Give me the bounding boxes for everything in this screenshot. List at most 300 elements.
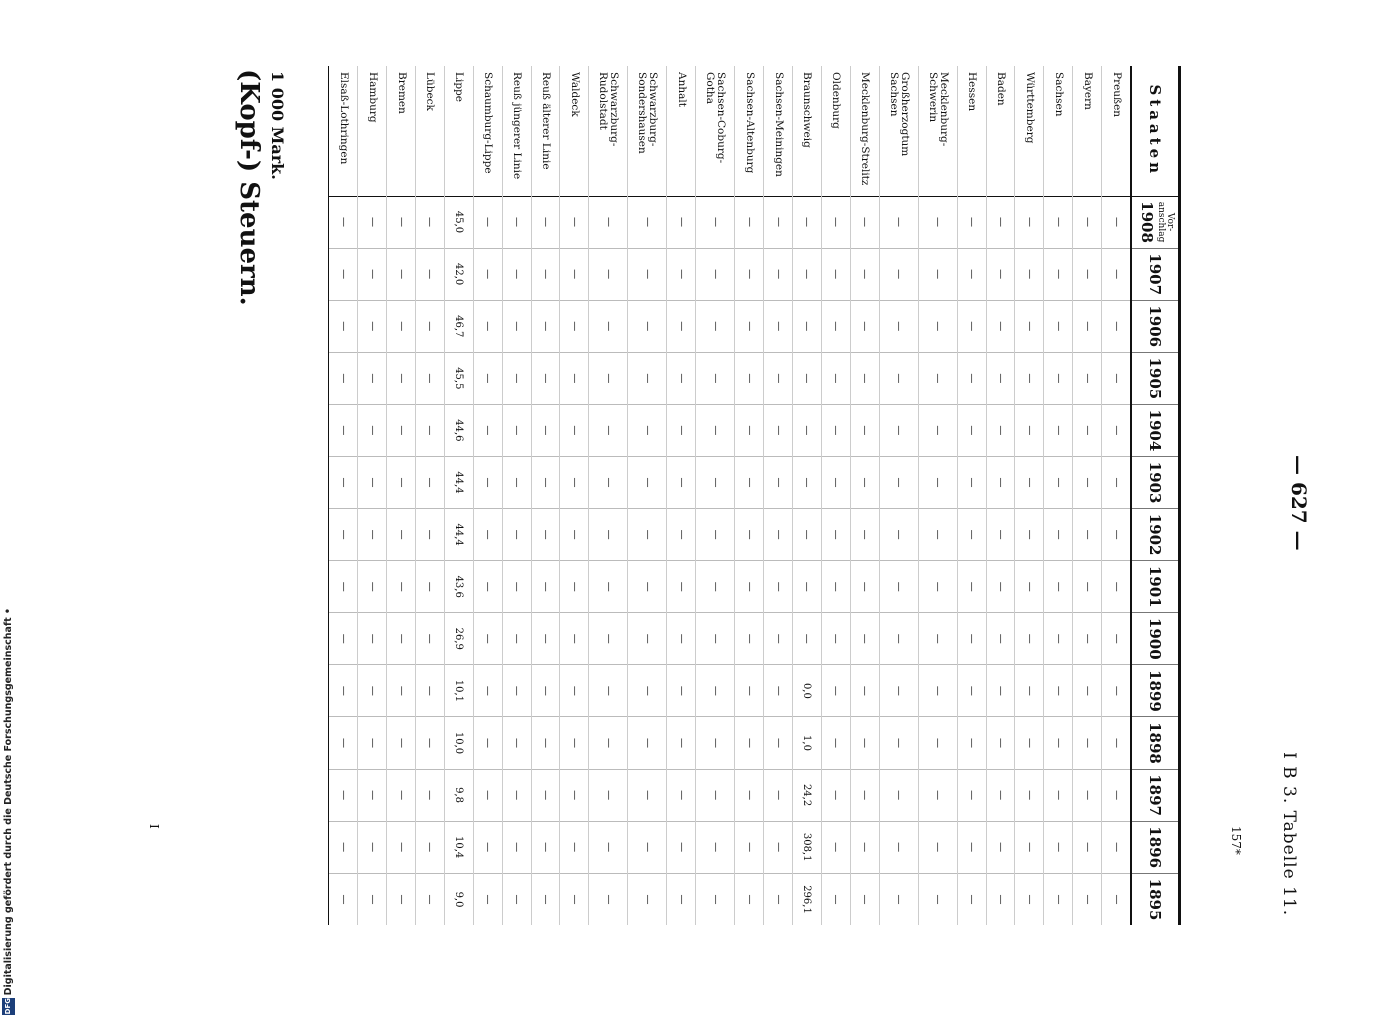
value-cell: —: [764, 821, 793, 873]
value-cell: —: [531, 509, 560, 561]
value-cell: —: [764, 509, 793, 561]
state-name: Hessen: [957, 66, 986, 196]
table-row: [879, 66, 918, 925]
value-cell: —: [735, 717, 764, 769]
value-cell: —: [473, 248, 502, 300]
value-cell: 0,0: [792, 665, 821, 717]
value-cell: —: [531, 300, 560, 352]
value-cell: 10,4: [444, 821, 473, 873]
value-cell: —: [792, 456, 821, 508]
value-cell: —: [358, 404, 387, 456]
value-cell: —: [957, 821, 986, 873]
value-cell: —: [1102, 509, 1131, 561]
value-cell: —: [1073, 509, 1102, 561]
state-name: Bremen: [387, 66, 416, 196]
table-row: [444, 66, 473, 925]
value-cell: —: [667, 769, 696, 821]
table-row: [415, 66, 444, 925]
value-cell: —: [502, 717, 531, 769]
value-cell: —: [1102, 717, 1131, 769]
value-cell: 308,1: [792, 821, 821, 873]
value-cell: —: [850, 821, 879, 873]
value-cell: —: [502, 561, 531, 613]
value-cell: —: [879, 613, 918, 665]
value-cell: —: [1044, 769, 1073, 821]
unit-label: 1 000 Mark.: [268, 71, 287, 180]
value-cell: —: [473, 613, 502, 665]
value-cell: —: [415, 509, 444, 561]
value-cell: —: [986, 821, 1015, 873]
value-cell: —: [473, 665, 502, 717]
state-name: Preußen: [1102, 66, 1131, 196]
value-cell: —: [387, 248, 416, 300]
value-cell: —: [415, 717, 444, 769]
value-cell: —: [986, 196, 1015, 248]
value-cell: —: [1102, 456, 1131, 508]
value-cell: —: [1102, 769, 1131, 821]
value-cell: 45,0: [444, 196, 473, 248]
value-cell: —: [560, 821, 589, 873]
value-cell: —: [918, 613, 957, 665]
value-cell: —: [628, 717, 667, 769]
value-cell: —: [329, 821, 358, 873]
value-cell: —: [1102, 821, 1131, 873]
table-row: [560, 66, 589, 925]
table-row: [1102, 66, 1131, 925]
value-cell: —: [1015, 404, 1044, 456]
value-cell: —: [628, 404, 667, 456]
credit-text: Digitalisierung gefördert durch die Deutsche Forschungsgemeinschaft •: [2, 608, 14, 996]
value-cell: —: [1073, 404, 1102, 456]
value-cell: —: [589, 873, 628, 925]
table-row: [667, 66, 696, 925]
value-cell: —: [957, 665, 986, 717]
table-row: [502, 66, 531, 925]
value-cell: —: [879, 300, 918, 352]
value-cell: —: [879, 873, 918, 925]
value-cell: —: [986, 717, 1015, 769]
value-cell: —: [589, 613, 628, 665]
value-cell: —: [1073, 456, 1102, 508]
estimate-note: Vor- anschlag: [1156, 201, 1176, 243]
value-cell: —: [531, 196, 560, 248]
footer-mark: 157*: [1229, 826, 1243, 855]
state-name: Sachsen-Altenburg: [735, 66, 764, 196]
value-cell: —: [473, 561, 502, 613]
value-cell: —: [358, 717, 387, 769]
value-cell: —: [329, 873, 358, 925]
dfg-logo-text: DFG: [4, 998, 12, 1015]
value-cell: —: [696, 404, 735, 456]
value-cell: —: [387, 717, 416, 769]
year-column-header: [1131, 509, 1180, 561]
value-cell: 9,0: [444, 873, 473, 925]
value-cell: —: [628, 248, 667, 300]
value-cell: —: [667, 300, 696, 352]
value-cell: —: [1044, 717, 1073, 769]
year-column-header: [1131, 717, 1180, 769]
value-cell: —: [628, 456, 667, 508]
state-name: Mecklenburg- Schwerin: [918, 66, 957, 196]
value-cell: —: [764, 717, 793, 769]
value-cell: —: [850, 456, 879, 508]
value-cell: —: [1073, 873, 1102, 925]
value-cell: —: [821, 456, 850, 508]
value-cell: —: [387, 665, 416, 717]
value-cell: —: [764, 613, 793, 665]
value-cell: —: [560, 561, 589, 613]
value-cell: —: [589, 248, 628, 300]
year-label: 1899: [1146, 670, 1164, 712]
value-cell: —: [415, 821, 444, 873]
value-cell: —: [918, 300, 957, 352]
value-cell: —: [329, 196, 358, 248]
page-number: — 627 —: [1287, 455, 1311, 551]
value-cell: —: [358, 873, 387, 925]
value-cell: —: [387, 509, 416, 561]
value-cell: —: [415, 456, 444, 508]
value-cell: —: [957, 613, 986, 665]
value-cell: —: [502, 873, 531, 925]
year-label: 1903: [1146, 461, 1164, 504]
value-cell: —: [850, 404, 879, 456]
value-cell: —: [1015, 873, 1044, 925]
value-cell: —: [764, 561, 793, 613]
value-cell: —: [1073, 248, 1102, 300]
state-name: Schwarzburg- Sondershausen: [628, 66, 667, 196]
value-cell: —: [735, 873, 764, 925]
value-cell: —: [531, 456, 560, 508]
value-cell: —: [415, 873, 444, 925]
value-cell: —: [1044, 509, 1073, 561]
value-cell: —: [696, 769, 735, 821]
value-cell: —: [589, 769, 628, 821]
value-cell: —: [1073, 769, 1102, 821]
value-cell: —: [667, 613, 696, 665]
value-cell: —: [986, 352, 1015, 404]
value-cell: —: [589, 665, 628, 717]
state-name: Anhalt: [667, 66, 696, 196]
value-cell: —: [329, 300, 358, 352]
value-cell: —: [735, 613, 764, 665]
value-cell: —: [531, 404, 560, 456]
table-row: [628, 66, 667, 925]
value-cell: —: [986, 613, 1015, 665]
state-name: Lübeck: [415, 66, 444, 196]
value-cell: —: [696, 300, 735, 352]
value-cell: —: [1073, 196, 1102, 248]
value-cell: —: [589, 352, 628, 404]
value-cell: —: [1102, 873, 1131, 925]
value-cell: —: [821, 769, 850, 821]
table-row: [1015, 66, 1044, 925]
value-cell: —: [696, 613, 735, 665]
value-cell: —: [502, 821, 531, 873]
value-cell: —: [735, 509, 764, 561]
year-label: 1895: [1146, 878, 1164, 921]
dfg-logo: [2, 998, 15, 1014]
value-cell: —: [473, 456, 502, 508]
value-cell: —: [735, 352, 764, 404]
value-cell: —: [1044, 821, 1073, 873]
value-cell: —: [329, 456, 358, 508]
state-name: Reuß älterer Linie: [531, 66, 560, 196]
value-cell: —: [850, 509, 879, 561]
value-cell: —: [473, 509, 502, 561]
value-cell: —: [918, 509, 957, 561]
value-cell: —: [918, 717, 957, 769]
value-cell: —: [986, 456, 1015, 508]
value-cell: —: [850, 769, 879, 821]
value-cell: —: [589, 821, 628, 873]
value-cell: —: [358, 352, 387, 404]
value-cell: —: [1102, 196, 1131, 248]
value-cell: —: [957, 456, 986, 508]
value-cell: —: [531, 873, 560, 925]
value-cell: —: [792, 404, 821, 456]
value-cell: —: [735, 404, 764, 456]
value-cell: —: [879, 352, 918, 404]
value-cell: —: [957, 873, 986, 925]
value-cell: —: [957, 352, 986, 404]
value-cell: —: [329, 248, 358, 300]
value-cell: —: [502, 404, 531, 456]
value-cell: —: [1044, 196, 1073, 248]
value-cell: —: [358, 248, 387, 300]
value-cell: —: [628, 196, 667, 248]
value-cell: 43,6: [444, 561, 473, 613]
year-column-header: [1131, 404, 1180, 456]
value-cell: —: [1073, 561, 1102, 613]
value-cell: —: [358, 821, 387, 873]
value-cell: —: [473, 717, 502, 769]
value-cell: —: [628, 561, 667, 613]
value-cell: —: [792, 300, 821, 352]
value-cell: —: [473, 300, 502, 352]
value-cell: —: [764, 248, 793, 300]
state-name: Schaumburg-Lippe: [473, 66, 502, 196]
value-cell: —: [560, 404, 589, 456]
value-cell: —: [821, 717, 850, 769]
value-cell: —: [879, 404, 918, 456]
value-cell: —: [1044, 665, 1073, 717]
value-cell: —: [358, 509, 387, 561]
value-cell: —: [879, 248, 918, 300]
value-cell: —: [502, 248, 531, 300]
value-cell: —: [329, 717, 358, 769]
value-cell: 44,6: [444, 404, 473, 456]
value-cell: —: [1015, 769, 1044, 821]
value-cell: —: [358, 665, 387, 717]
state-name: Sachsen-Meiningen: [764, 66, 793, 196]
year-label: 1896: [1146, 826, 1164, 869]
year-label: 1900: [1146, 617, 1164, 660]
value-cell: —: [667, 873, 696, 925]
value-cell: —: [879, 665, 918, 717]
value-cell: —: [667, 561, 696, 613]
value-cell: —: [986, 769, 1015, 821]
value-cell: —: [792, 352, 821, 404]
value-cell: —: [735, 300, 764, 352]
value-cell: —: [986, 300, 1015, 352]
value-cell: —: [1015, 248, 1044, 300]
value-cell: —: [696, 821, 735, 873]
value-cell: —: [1015, 456, 1044, 508]
state-name: Großherzogtum Sachsen: [879, 66, 918, 196]
table-row: [986, 66, 1015, 925]
value-cell: —: [850, 665, 879, 717]
table-row: [957, 66, 986, 925]
value-cell: —: [764, 873, 793, 925]
year-column-header: [1131, 456, 1180, 508]
table-row: [735, 66, 764, 925]
table-row: [1073, 66, 1102, 925]
value-cell: —: [764, 196, 793, 248]
value-cell: —: [589, 196, 628, 248]
value-cell: —: [1044, 873, 1073, 925]
value-cell: —: [918, 769, 957, 821]
value-cell: —: [560, 613, 589, 665]
value-cell: —: [792, 613, 821, 665]
value-cell: —: [918, 456, 957, 508]
value-cell: —: [1044, 300, 1073, 352]
value-cell: —: [502, 300, 531, 352]
value-cell: —: [415, 352, 444, 404]
value-cell: —: [764, 404, 793, 456]
value-cell: —: [1044, 561, 1073, 613]
value-cell: —: [531, 352, 560, 404]
value-cell: —: [560, 665, 589, 717]
value-cell: —: [628, 665, 667, 717]
value-cell: —: [358, 561, 387, 613]
value-cell: —: [821, 196, 850, 248]
value-cell: —: [329, 561, 358, 613]
state-name: Braunschweig: [792, 66, 821, 196]
table-row: [531, 66, 560, 925]
year-label: 1905: [1146, 357, 1164, 400]
year-label: 1902: [1146, 513, 1164, 556]
value-cell: —: [387, 456, 416, 508]
value-cell: —: [1044, 404, 1073, 456]
value-cell: —: [560, 456, 589, 508]
value-cell: —: [1073, 300, 1102, 352]
value-cell: —: [957, 196, 986, 248]
state-name: Reuß jüngerer Linie: [502, 66, 531, 196]
value-cell: —: [918, 352, 957, 404]
year-column-header: [1131, 821, 1180, 873]
value-cell: —: [415, 769, 444, 821]
value-cell: —: [1044, 248, 1073, 300]
value-cell: —: [667, 248, 696, 300]
value-cell: —: [1102, 613, 1131, 665]
value-cell: —: [502, 613, 531, 665]
value-cell: —: [879, 456, 918, 508]
value-cell: —: [696, 352, 735, 404]
value-cell: —: [986, 404, 1015, 456]
table-row: [329, 66, 358, 925]
value-cell: —: [502, 196, 531, 248]
value-cell: —: [1102, 300, 1131, 352]
value-cell: —: [667, 456, 696, 508]
value-cell: 10,1: [444, 665, 473, 717]
value-cell: —: [387, 300, 416, 352]
value-cell: —: [764, 769, 793, 821]
value-cell: 9,8: [444, 769, 473, 821]
value-cell: —: [628, 509, 667, 561]
page-title: (Kopf-) Steuern.: [234, 69, 264, 306]
value-cell: —: [358, 300, 387, 352]
value-cell: —: [735, 196, 764, 248]
value-cell: —: [735, 769, 764, 821]
value-cell: —: [918, 821, 957, 873]
value-cell: —: [735, 821, 764, 873]
digitization-credit: [0, 608, 16, 1015]
value-cell: —: [358, 769, 387, 821]
value-cell: —: [879, 196, 918, 248]
value-cell: —: [821, 613, 850, 665]
value-cell: —: [1015, 613, 1044, 665]
value-cell: —: [957, 561, 986, 613]
value-cell: —: [1102, 561, 1131, 613]
value-cell: —: [531, 821, 560, 873]
year-column-header: [1131, 300, 1180, 352]
value-cell: —: [696, 456, 735, 508]
value-cell: —: [502, 509, 531, 561]
value-cell: —: [329, 404, 358, 456]
table-body: [329, 66, 1131, 925]
value-cell: —: [696, 561, 735, 613]
value-cell: —: [735, 665, 764, 717]
value-cell: —: [1073, 352, 1102, 404]
value-cell: —: [473, 404, 502, 456]
value-cell: —: [628, 873, 667, 925]
value-cell: —: [957, 300, 986, 352]
table-row: [764, 66, 793, 925]
tax-table-container: [328, 66, 1181, 925]
value-cell: —: [387, 613, 416, 665]
value-cell: —: [1073, 665, 1102, 717]
value-cell: —: [1015, 509, 1044, 561]
value-cell: —: [531, 613, 560, 665]
state-name: Schwarzburg- Rudolstadt: [589, 66, 628, 196]
value-cell: —: [502, 456, 531, 508]
value-cell: —: [667, 404, 696, 456]
table-row: [792, 66, 821, 925]
value-cell: —: [502, 665, 531, 717]
value-cell: —: [1073, 717, 1102, 769]
value-cell: —: [821, 561, 850, 613]
value-cell: —: [918, 873, 957, 925]
value-cell: —: [821, 821, 850, 873]
value-cell: —: [879, 561, 918, 613]
value-cell: —: [879, 821, 918, 873]
value-cell: —: [957, 717, 986, 769]
value-cell: —: [850, 300, 879, 352]
value-cell: —: [957, 404, 986, 456]
value-cell: —: [387, 769, 416, 821]
value-cell: —: [1044, 352, 1073, 404]
table-row: [589, 66, 628, 925]
value-cell: —: [1015, 196, 1044, 248]
value-cell: —: [986, 665, 1015, 717]
state-name: Sachsen: [1044, 66, 1073, 196]
value-cell: —: [560, 352, 589, 404]
value-cell: —: [792, 509, 821, 561]
value-cell: —: [358, 613, 387, 665]
value-cell: —: [329, 665, 358, 717]
year-column-header: [1131, 873, 1180, 925]
value-cell: —: [1044, 613, 1073, 665]
